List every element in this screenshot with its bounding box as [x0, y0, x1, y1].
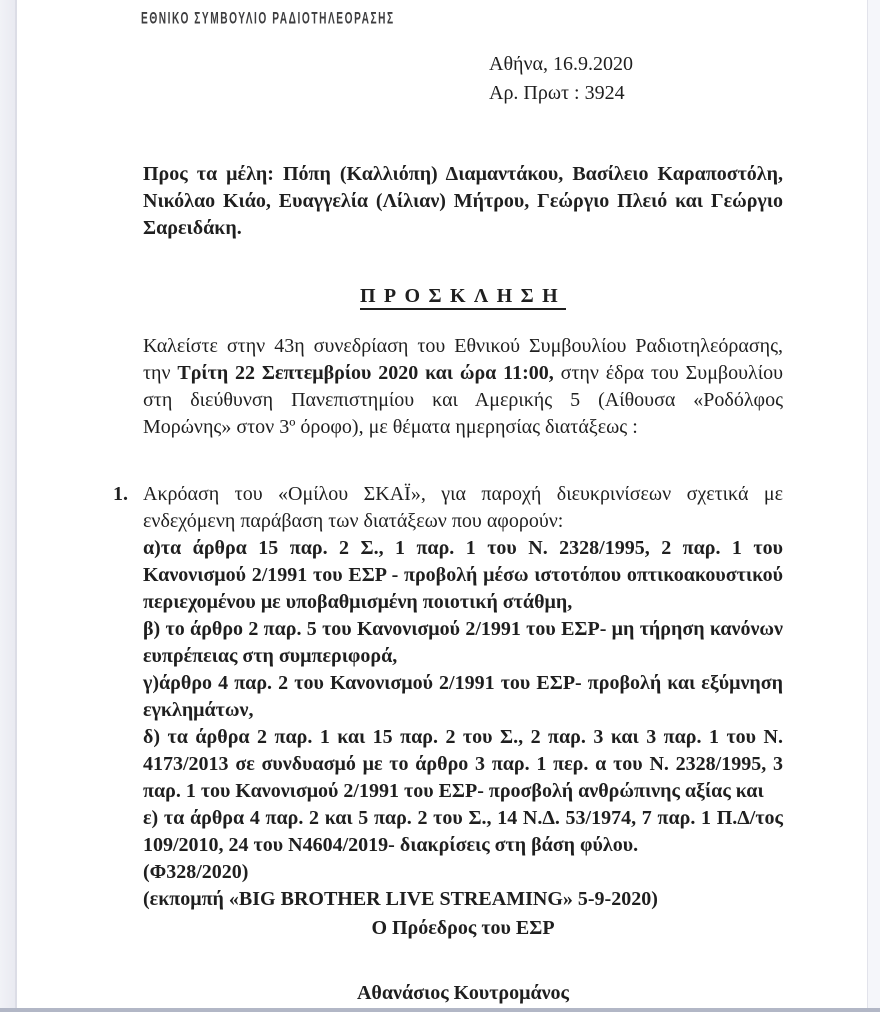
scan-edge-bottom: [0, 1008, 880, 1012]
agenda-lead-paragraph: Ακρόαση του «Ομίλου ΣΚΑΪ», για παροχή διευκρινίσεων σχετικά με ενδεχόμενη παράβαση των διατάξεων που αφορούν:: [143, 483, 783, 532]
agenda-case-reference: (Φ328/2020): [143, 861, 249, 883]
agenda-subitem-a: α)τα άρθρα 15 παρ. 2 Σ., 1 παρ. 1 του Ν. 2328/1995, 2 παρ. 1 του Κανονισμού 2/1991 του ΕΣΡ - προβολή μέσω ιστοτόπου οπτικοακουστικού περιεχομένου με υποβαθμισμένη ποιοτική στάθμη,: [143, 537, 783, 613]
agenda-subitem-e: ε) τα άρθρα 4 παρ. 2 και 5 παρ. 2 του Σ., 14 Ν.Δ. 53/1974, 7 παρ. 1 Π.Δ/τος 109/2010, 24 του Ν4604/2019- διακρίσεις στη βάση φύλου.: [143, 807, 783, 856]
agenda-subitem-b: β) το άρθρο 2 παρ. 5 του Κανονισμού 2/1991 του ΕΣΡ- μη τήρηση κανόνων ευπρέπειας στη συμπεριφορά,: [143, 618, 783, 667]
document-title: [143, 285, 783, 308]
meeting-datetime: Τρίτη 22 Σεπτεμβρίου 2020 και ώρα 11:00,: [177, 362, 554, 384]
date-protocol-block: [489, 50, 633, 108]
organization-letterhead: ΕΘΝΙΚΟ ΣΥΜΒΟΥΛΙΟ ΡΑΔΙΟΤΗΛΕΟΡΑΣΗΣ: [141, 8, 395, 28]
signature-role: Ο Πρόεδρος του ΕΣΡ: [371, 917, 555, 939]
protocol-number: Αρ. Πρωτ : 3924: [489, 82, 625, 104]
recipients-paragraph: Προς τα μέλη: Πόπη (Καλλιόπη) Διαμαντάκου, Βασίλειο Καραποστόλη, Νικόλαο Κιάο, Ευαγγελία (Λίλιαν) Μήτρου, Γεώργιο Πλειό και Γεώργιο Σαρειδάκη.: [143, 163, 783, 239]
agenda-subitem-d: δ) τα άρθρα 2 παρ. 1 και 15 παρ. 2 του Σ., 2 παρ. 3 και 3 παρ. 1 του Ν. 4173/2013 σε συνδυασμό με το άρθρο 3 παρ. 1 περ. α του Ν. 2328/1995, 3 παρ. 1 του Κανονισμού 2/1991 του ΕΣΡ- προσβολή ανθρώπινης αξίας και: [143, 726, 783, 802]
document-title-text: ΠΡΟΣΚΛΗΣΗ: [360, 285, 566, 310]
agenda-section: [113, 481, 783, 913]
place-and-date: Αθήνα, 16.9.2020: [489, 53, 634, 75]
agenda-broadcast-reference: (εκπομπή «BIG BROTHER LIVE STREAMING» 5-9-2020): [143, 888, 658, 910]
invitation-text-start: Καλείστε στην 43η συνεδρίαση του Εθνικού Συμβουλίου Ραδιοτηλεόρασης, την: [143, 335, 783, 384]
scan-edge-right: [867, 0, 880, 1012]
agenda-subitem-c: γ)άρθρο 4 παρ. 2 του Κανονισμού 2/1991 του ΕΣΡ- προβολή και εξύμνηση εγκλημάτων,: [143, 672, 783, 721]
agenda-item-number: 1.: [113, 483, 128, 505]
signature-name: Αθανάσιος Κουτρομάνος: [356, 982, 569, 1004]
invitation-paragraph: [143, 333, 783, 441]
scan-edge-left: [0, 0, 17, 1012]
invitation-text-end: στην έδρα του Συμβουλίου στη διεύθυνση Πανεπιστημίου και Αμερικής 5 (Αίθουσα «Ροδόλφος Μορώνης» στον 3º όροφο), με θέματα ημερησίας διατάξεως :: [143, 362, 783, 438]
